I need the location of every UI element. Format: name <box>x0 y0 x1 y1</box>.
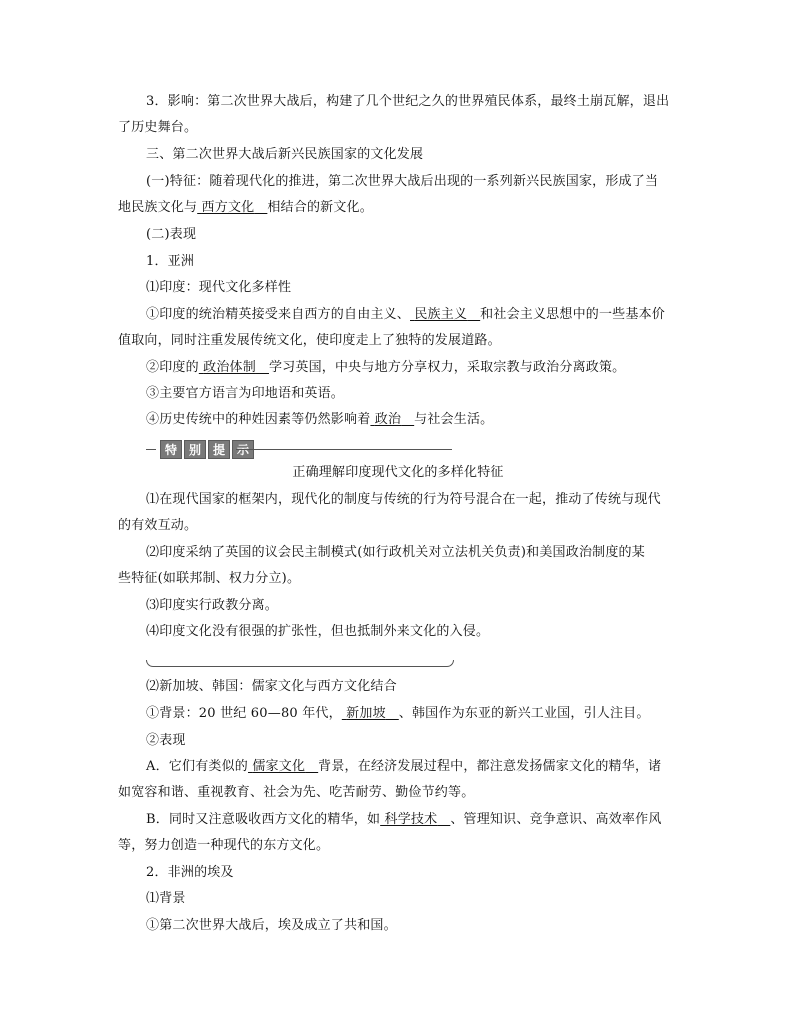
text: 与社会生活。 <box>414 412 494 427</box>
text: 等，努力创造一种现代的东方文化。 <box>118 838 330 853</box>
paragraph-line <box>146 889 706 909</box>
paragraph-line <box>146 410 706 430</box>
tip-bottom-border <box>146 660 454 667</box>
paragraph-line <box>118 198 678 218</box>
fill-in-answer: 西方文化 <box>201 200 255 215</box>
text: ⑶印度实行政教分离。 <box>146 598 279 613</box>
text: 值取向，同时注重发展传统文化，使印度走上了独特的发展道路。 <box>118 333 501 348</box>
tip-title <box>118 463 678 483</box>
text: 了历史舞台。 <box>118 120 198 135</box>
text: 和社会主义思想中的一些基本价 <box>480 307 665 322</box>
paragraph-line <box>118 331 678 351</box>
text: ③主要官方语言为印地语和英语。 <box>146 386 345 401</box>
text: ②表现 <box>146 733 186 748</box>
text: 2．非洲的埃及 <box>146 865 234 880</box>
tip-item <box>146 490 706 510</box>
tip-item <box>118 569 678 589</box>
paragraph-line <box>118 783 678 803</box>
text: (二)表现 <box>146 227 197 242</box>
tip-divider <box>236 449 452 450</box>
text: ⑵印度采纳了英国的议会民主制模式(如行政机关对立法机关负责)和美国政治制度的某 <box>146 545 645 560</box>
paragraph-line <box>146 278 706 298</box>
text: ⑴印度：现代文化多样性 <box>146 280 292 295</box>
text: 学习英国，中央与地方分享权力，采取宗教与政治分离政策。 <box>268 360 626 375</box>
text: 的有效互动。 <box>118 518 198 533</box>
fill-in-answer: 民族主义 <box>414 307 468 322</box>
text: 、韩国作为东亚的新兴工业国，引人注目。 <box>398 706 650 721</box>
text: A．它们有类似的 <box>146 759 248 774</box>
paragraph-line <box>146 92 706 112</box>
text: ①背景：20 世纪 60—80 年代， <box>146 706 342 721</box>
fill-in-answer: 政治体制 <box>203 360 256 375</box>
text: ①第二次世界大战后，埃及成立了共和国。 <box>146 918 397 933</box>
subsection-heading <box>146 252 706 272</box>
tip-label-char: 提 <box>208 440 230 459</box>
text: 三、第二次世界大战后新兴民族国家的文化发展 <box>146 147 424 162</box>
text: 1．亚洲 <box>146 254 195 269</box>
text: B．同时又注意吸收西方文化的精华，如 <box>146 812 381 827</box>
paragraph-line <box>146 358 706 378</box>
tip-item <box>146 596 706 616</box>
text: 正确理解印度现代文化的多样化特征 <box>292 465 504 480</box>
paragraph-line <box>146 384 706 404</box>
paragraph-line <box>146 704 706 724</box>
tip-item <box>146 543 706 563</box>
text: (一)特征：随着现代化的推进，第二次世界大战后出现的一系列新兴民族国家，形成了当 <box>146 174 659 189</box>
text: ⑴背景 <box>146 891 186 906</box>
text: ⑴在现代国家的框架内，现代化的制度与传统的行为符号混合在一起，推动了传统与现代 <box>146 492 661 507</box>
fill-in-answer: 政治 <box>374 412 402 427</box>
text: 3．影响：第二次世界大战后，构建了几个世纪之久的世界殖民体系，最终土崩瓦解，退出 <box>146 94 670 109</box>
text: ②印度的 <box>146 360 199 375</box>
text: ⑵新加坡、韩国：儒家文化与西方文化结合 <box>146 679 397 694</box>
tip-item <box>118 516 678 536</box>
text: ①印度的统治精英接受来自西方的自由主义、 <box>146 307 411 322</box>
text: 、管理知识、竞争意识、高效率作风 <box>450 812 662 827</box>
paragraph-line <box>118 118 678 138</box>
paragraph-line <box>146 916 706 936</box>
fill-in-answer: 儒家文化 <box>252 759 306 774</box>
tip-label-char: 别 <box>184 440 206 459</box>
paragraph-line <box>146 172 706 192</box>
fill-in-answer: 科学技术 <box>384 812 438 827</box>
subsection-heading <box>146 863 706 883</box>
section-heading <box>146 145 706 165</box>
text: 地民族文化与 <box>118 200 198 215</box>
subsection-heading <box>146 225 706 245</box>
tip-lead-line <box>146 449 156 450</box>
text: ④历史传统中的种姓因素等仍然影响着 <box>146 412 371 427</box>
tip-label-char: 示 <box>232 440 254 459</box>
paragraph-line <box>146 305 706 325</box>
text: 些特征(如联邦制、权力分立)。 <box>118 571 301 586</box>
text: 相结合的新文化。 <box>267 200 373 215</box>
tip-label-char: 特 <box>160 440 182 459</box>
text: 如宽容和谐、重视教育、社会为先、吃苦耐劳、勤俭节约等。 <box>118 785 475 800</box>
tip-item <box>146 622 706 642</box>
text: 背景，在经济发展过程中，都注意发扬儒家文化的精华，诸 <box>318 759 662 774</box>
paragraph-line <box>146 731 706 751</box>
fill-in-answer: 新加坡 <box>346 706 386 721</box>
text: ⑷印度文化没有很强的扩张性，但也抵制外来文化的入侵。 <box>146 624 490 639</box>
paragraph-line <box>146 810 706 830</box>
paragraph-line <box>118 836 678 856</box>
paragraph-line <box>146 677 706 697</box>
paragraph-line <box>146 757 706 777</box>
